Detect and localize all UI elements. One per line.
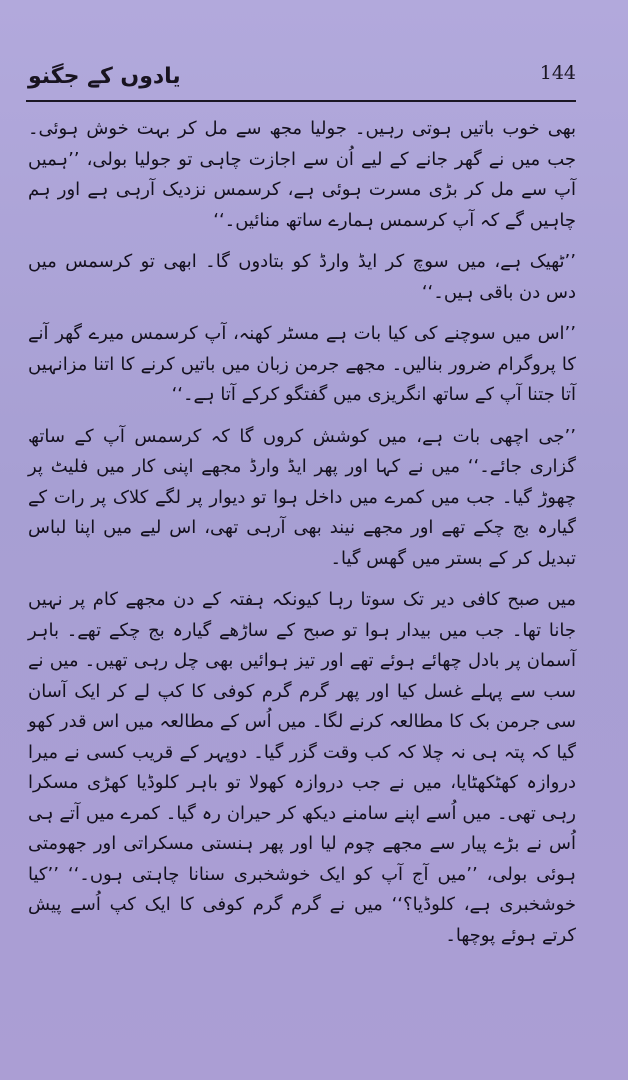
- body-text: [28, 114, 576, 962]
- paragraph: بھی خوب باتیں ہوتی رہیں۔ جولیا مجھ سے مل کر بہت خوش ہوئی۔ جب میں نے گھر جانے کے لیے اُن سے اجازت چاہی تو جولیا بولی، ’’ہمیں آپ سے مل کر بڑی مسرت ہوئی ہے، کرسمس نزدیک آرہی ہے اور ہم چاہیں گے کہ آپ کرسمس ہمارے ساتھ منائیں۔‘‘: [28, 118, 576, 231]
- paragraph: میں صبح کافی دیر تک سوتا رہا کیونکہ ہفتہ کے دن مجھے کام پر نہیں جانا تھا۔ جب میں بیدار ہوا تو صبح کے ساڑھے گیارہ بج چکے تھے۔ باہر آسمان پر بادل چھائے ہوئے تھے اور تیز ہوائیں بھی چل رہی تھیں۔ میں نے سب سے پہلے غسل کیا اور پھر گرم گرم کوفی کا کپ لے کر ایک آسان سی جرمن بک کا مطالعہ کرنے لگا۔ میں اُس کے مطالعہ میں اس قدر کھو گیا کہ پتہ ہی نہ چلا کہ کب وقت گزر گیا۔ دوپہر کے قریب کسی نے میرا دروازہ کھٹکھٹایا، میں نے جب دروازہ کھولا تو باہر کلوڈیا کھڑی مسکرا رہی تھی۔ میں اُسے اپنے سامنے دیکھ کر حیران رہ گیا۔ کمرے میں آتے ہی اُس نے بڑے پیار سے مجھے چوم لیا اور پھر ہنستی مسکراتی اور جھومتی ہوئی بولی، ’’میں آج آپ کو ایک خوشخبری سنانا چاہتی ہوں۔‘‘ ’’کیا خوشخبری ہے، کلوڈیا؟‘‘ میں نے گرم گرم کوفی کا ایک کپ اُسے پیش کرتے ہوئے پوچھا۔: [27, 589, 576, 946]
- page-header: [28, 62, 576, 98]
- paragraph: ’’اس میں سوچنے کی کیا بات ہے مسٹر کھنہ، آپ کرسمس میرے گھر آنے کا پروگرام ضرور بنالیں۔ مجھے جرمن زبان میں باتیں کرنے کا اتنا مزانہیں آتا جتنا آپ کے ساتھ انگریزی میں گفتگو کرکے آتا ہے۔‘‘: [28, 323, 576, 405]
- paragraph: ’’ٹھیک ہے، میں سوچ کر ایڈ وارڈ کو بتادوں گا۔ ابھی تو کرسمس میں دس دن باقی ہیں۔‘‘: [28, 251, 576, 303]
- book-title: یادوں کے جگنو: [28, 64, 181, 89]
- paragraph: ’’جی اچھی بات ہے، میں کوشش کروں گا کہ کرسمس آپ کے ساتھ گزاری جائے۔‘‘ میں نے کہا اور پھر ایڈ وارڈ مجھے اپنی کار میں فلیٹ پر چھوڑ گیا۔ جب میں کمرے میں داخل ہوا تو دیوار پر لگے کلاک پر رات کے گیارہ بج چکے تھے اور مجھے نیند بھی آرہی تھی، اس لیے میں اپنا لباس تبدیل کر کے بستر میں گھس گیا۔: [28, 425, 576, 569]
- header-rule: [26, 100, 576, 102]
- page-number: 144: [539, 62, 576, 84]
